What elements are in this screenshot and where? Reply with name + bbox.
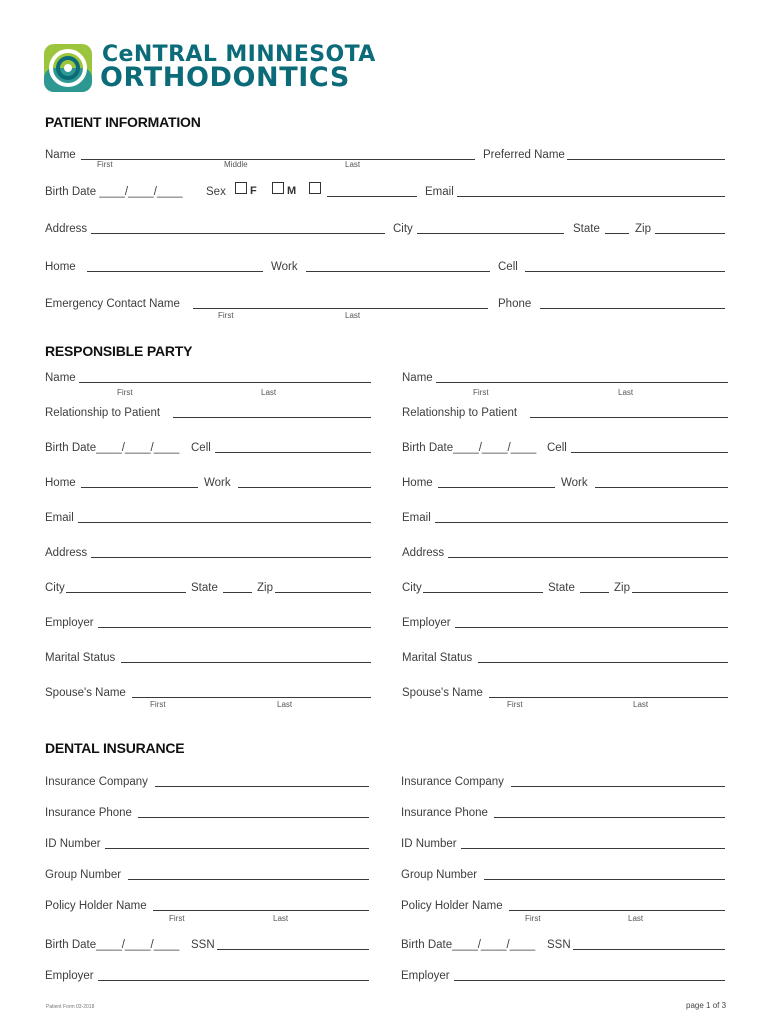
rp1-birth-date-field[interactable]: Birth Date____/____/____ [45, 442, 180, 454]
rp1-home-field[interactable] [81, 487, 198, 488]
rp2-home-label: Home [402, 477, 433, 489]
responsible-party-heading: RESPONSIBLE PARTY [45, 343, 193, 359]
patient-info-heading: PATIENT INFORMATION [45, 114, 201, 130]
rp2-cell-field[interactable] [571, 452, 728, 453]
rp2-name-label: Name [402, 372, 433, 384]
sex-male-checkbox[interactable] [272, 182, 284, 194]
patient-address-field[interactable] [91, 233, 385, 234]
rp1-zip-field[interactable] [275, 592, 371, 593]
ins2-company-label: Insurance Company [401, 776, 504, 788]
rp2-zip-label: Zip [614, 582, 630, 594]
rp2-spouse-first-caption: First [507, 700, 523, 709]
rp2-relationship-label: Relationship to Patient [402, 407, 518, 419]
ins2-group-label: Group Number [401, 869, 478, 881]
rp2-email-field[interactable] [435, 522, 728, 523]
ins2-group-field[interactable] [484, 879, 725, 880]
rp1-relationship-label: Relationship to Patient [45, 407, 161, 419]
patient-work-label: Work [271, 261, 298, 273]
ins1-id-field[interactable] [105, 848, 369, 849]
ins2-policy-holder-field[interactable] [509, 910, 725, 911]
brand-name-line1: CeNTRAL MINNESOTA [102, 42, 376, 67]
page-number: page 1 of 3 [686, 1001, 727, 1010]
ins2-phone-label: Insurance Phone [401, 807, 488, 819]
rp1-name-field[interactable] [79, 382, 371, 383]
patient-city-field[interactable] [417, 233, 564, 234]
rp1-cell-field[interactable] [215, 452, 371, 453]
patient-home-label: Home [45, 261, 76, 273]
rp1-last-caption: Last [261, 388, 277, 397]
ins1-group-field[interactable] [128, 879, 369, 880]
rp1-spouse-name-field[interactable] [132, 697, 371, 698]
sex-label: Sex [206, 186, 226, 198]
ins1-last-caption: Last [273, 914, 289, 923]
rp1-relationship-field[interactable] [173, 417, 371, 418]
rp1-city-field[interactable] [66, 592, 186, 593]
rp2-last-caption: Last [618, 388, 634, 397]
patient-zip-label: Zip [635, 223, 651, 235]
patient-home-field[interactable] [87, 271, 263, 272]
rp1-cell-label: Cell [191, 442, 211, 454]
rp1-email-field[interactable] [78, 522, 371, 523]
rp1-marital-status-field[interactable] [121, 662, 371, 663]
ins1-phone-label: Insurance Phone [45, 807, 132, 819]
ins2-employer-field[interactable] [454, 980, 725, 981]
ins1-company-field[interactable] [155, 786, 369, 787]
ins1-policy-holder-field[interactable] [153, 910, 369, 911]
patient-state-field[interactable] [605, 233, 629, 234]
rp1-home-label: Home [45, 477, 76, 489]
patient-name-field[interactable] [81, 159, 475, 160]
rp2-work-field[interactable] [595, 487, 728, 488]
ins1-id-label: ID Number [45, 838, 101, 850]
emergency-first-caption: First [218, 311, 234, 320]
ins1-employer-field[interactable] [98, 980, 369, 981]
sex-female-checkbox[interactable] [235, 182, 247, 194]
form-id: Patient Form 03-2018 [46, 1004, 95, 1010]
ins1-ssn-label: SSN [191, 939, 215, 951]
rp1-employer-field[interactable] [98, 627, 371, 628]
rp1-state-label: State [191, 582, 218, 594]
rp1-city-label: City [45, 582, 65, 594]
patient-address-label: Address [45, 223, 88, 235]
rp2-address-field[interactable] [448, 557, 728, 558]
sex-female-label: F [250, 185, 257, 197]
ins2-birth-date-field[interactable]: Birth Date____/____/____ [401, 939, 536, 951]
patient-first-caption: First [97, 160, 113, 169]
sex-male-label: M [287, 185, 297, 197]
rp2-address-label: Address [402, 547, 445, 559]
sex-other-checkbox[interactable] [309, 182, 321, 194]
rp2-work-label: Work [561, 477, 588, 489]
ins2-ssn-field[interactable] [573, 949, 725, 950]
ins1-birth-date-field[interactable]: Birth Date____/____/____ [45, 939, 180, 951]
rp2-spouse-last-caption: Last [633, 700, 649, 709]
ins1-company-label: Insurance Company [45, 776, 148, 788]
ins2-company-field[interactable] [511, 786, 725, 787]
rp1-spouse-name-label: Spouse's Name [45, 687, 126, 699]
patient-email-field[interactable] [457, 196, 725, 197]
ins2-phone-field[interactable] [494, 817, 725, 818]
preferred-name-label: Preferred Name [483, 149, 565, 161]
sex-other-field[interactable] [327, 196, 417, 197]
rp1-first-caption: First [117, 388, 133, 397]
brand-name-line2: ORTHODONTICS [100, 62, 350, 93]
rp2-zip-field[interactable] [632, 592, 728, 593]
rp1-email-label: Email [45, 512, 74, 524]
patient-middle-caption: Middle [224, 160, 248, 169]
rp1-employer-label: Employer [45, 617, 94, 629]
rp1-address-field[interactable] [91, 557, 371, 558]
rp2-spouse-name-field[interactable] [489, 697, 728, 698]
ins2-id-label: ID Number [401, 838, 457, 850]
patient-cell-field[interactable] [525, 271, 725, 272]
rp1-name-label: Name [45, 372, 76, 384]
rp1-spouse-first-caption: First [150, 700, 166, 709]
ins1-first-caption: First [169, 914, 185, 923]
swirl-logo-icon [44, 44, 92, 92]
rp2-employer-field[interactable] [455, 627, 728, 628]
rp2-cell-label: Cell [547, 442, 567, 454]
ins1-policy-holder-label: Policy Holder Name [45, 900, 147, 912]
emergency-contact-field[interactable] [193, 308, 488, 309]
ins2-employer-label: Employer [401, 970, 450, 982]
rp2-name-field[interactable] [436, 382, 728, 383]
rp2-relationship-field[interactable] [530, 417, 728, 418]
practice-logo [44, 44, 92, 92]
emergency-contact-label: Emergency Contact Name [45, 298, 180, 310]
rp2-first-caption: First [473, 388, 489, 397]
rp2-employer-label: Employer [402, 617, 451, 629]
rp2-home-field[interactable] [438, 487, 555, 488]
emergency-phone-label: Phone [498, 298, 532, 310]
patient-email-label: Email [425, 186, 454, 198]
patient-cell-label: Cell [498, 261, 518, 273]
patient-zip-field[interactable] [655, 233, 725, 234]
patient-last-caption: Last [345, 160, 361, 169]
preferred-name-field[interactable] [567, 159, 725, 160]
patient-birth-date-field[interactable]: Birth Date ____/____/____ [45, 186, 183, 198]
rp2-birth-date-field[interactable]: Birth Date____/____/____ [402, 442, 537, 454]
ins2-policy-holder-label: Policy Holder Name [401, 900, 503, 912]
ins1-ssn-field[interactable] [217, 949, 369, 950]
rp1-spouse-last-caption: Last [277, 700, 293, 709]
ins2-last-caption: Last [628, 914, 644, 923]
ins1-group-label: Group Number [45, 869, 122, 881]
rp2-spouse-name-label: Spouse's Name [402, 687, 483, 699]
rp1-state-field[interactable] [223, 592, 252, 593]
patient-name-label: Name [45, 149, 76, 161]
rp2-state-label: State [548, 582, 575, 594]
patient-work-field[interactable] [306, 271, 490, 272]
rp1-zip-label: Zip [257, 582, 273, 594]
dental-insurance-heading: DENTAL INSURANCE [45, 740, 185, 756]
rp2-marital-status-field[interactable] [478, 662, 728, 663]
ins2-id-field[interactable] [461, 848, 725, 849]
rp2-city-field[interactable] [423, 592, 543, 593]
ins1-employer-label: Employer [45, 970, 94, 982]
ins2-first-caption: First [525, 914, 541, 923]
rp1-marital-status-label: Marital Status [45, 652, 116, 664]
patient-city-label: City [393, 223, 413, 235]
rp2-email-label: Email [402, 512, 431, 524]
rp1-work-field[interactable] [238, 487, 371, 488]
rp1-address-label: Address [45, 547, 88, 559]
ins1-phone-field[interactable] [138, 817, 369, 818]
rp2-state-field[interactable] [580, 592, 609, 593]
patient-state-label: State [573, 223, 600, 235]
rp1-work-label: Work [204, 477, 231, 489]
rp2-marital-status-label: Marital Status [402, 652, 473, 664]
emergency-phone-field[interactable] [540, 308, 725, 309]
emergency-last-caption: Last [345, 311, 361, 320]
rp2-city-label: City [402, 582, 422, 594]
ins2-ssn-label: SSN [547, 939, 571, 951]
